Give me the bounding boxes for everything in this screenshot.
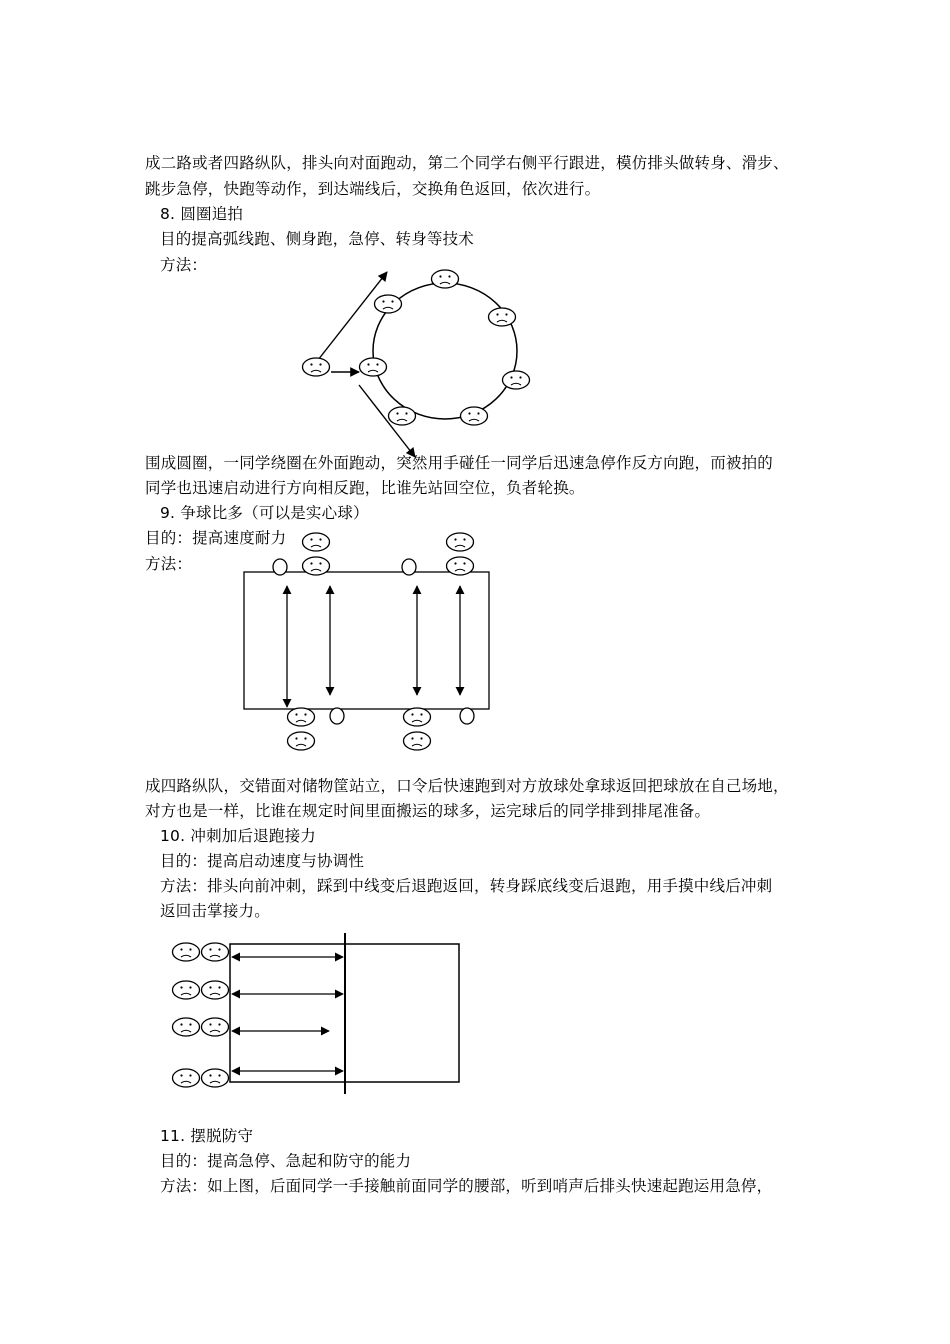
- student-face-icon: [202, 981, 229, 999]
- student-face-icon: [404, 708, 431, 726]
- section7-line1: 成二路或者四路纵队，排头向对面跑动，第二个同学右侧平行跟进，模仿排头做转身、滑步、: [145, 154, 789, 172]
- section10-method-line1: 方法：排头向前冲刺，踩到中线变后退跑返回，转身踩底线变后退跑，用手摸中线后冲刺: [160, 877, 773, 895]
- student-face-icon: [360, 358, 387, 376]
- section10-purpose: 目的：提高启动速度与协调性: [160, 852, 365, 870]
- ball-race-diagram: [244, 533, 489, 750]
- student-face-icon: [202, 1069, 229, 1087]
- section8-method: 方法：: [160, 256, 208, 274]
- arrow-outward-up: [318, 272, 387, 360]
- student-face-icon: [173, 943, 200, 961]
- student-face-icon: [202, 943, 229, 961]
- ball-icon: [273, 559, 287, 575]
- student-face-icon: [503, 371, 530, 389]
- ball-icon: [330, 708, 344, 724]
- student-face-icon: [375, 295, 402, 313]
- court-rect: [244, 572, 489, 709]
- student-face-icon: [173, 1069, 200, 1087]
- student-face-icon: [303, 533, 330, 551]
- student-face-icon: [173, 1018, 200, 1036]
- section9-purpose: 目的：提高速度耐力: [145, 529, 287, 547]
- student-face-icon: [389, 407, 416, 425]
- student-face-icon: [447, 533, 474, 551]
- runner-face-icon: [303, 358, 330, 376]
- section9-desc-line1: 成四路纵队，交错面对储物筐站立，口令后快速跑到对方放球处拿球返回把球放在自己场地，: [145, 777, 789, 795]
- sprint-relay-diagram: [173, 933, 460, 1094]
- section11-title: 11. 摆脱防守: [160, 1127, 254, 1145]
- student-face-icon: [202, 1018, 229, 1036]
- section8-desc-line2: 同学也迅速启动进行方向相反跑，比谁先站回空位，负者轮换。: [145, 479, 585, 497]
- student-face-icon: [489, 308, 516, 326]
- section8-purpose: 目的提高弧线跑、侧身跑，急停、转身等技术: [160, 230, 475, 248]
- section9-desc-line2: 对方也是一样，比谁在规定时间里面搬运的球多，运完球后的同学排到排尾准备。: [145, 802, 711, 820]
- section11-method: 方法：如上图，后面同学一手接触前面同学的腰部，听到哨声后排头快速起跑运用急停，: [160, 1177, 773, 1195]
- section11-purpose: 目的：提高急停、急起和防守的能力: [160, 1152, 412, 1170]
- student-face-icon: [404, 732, 431, 750]
- student-face-icon: [303, 557, 330, 575]
- student-face-icon: [461, 407, 488, 425]
- section7-line2: 跳步急停，快跑等动作，到达端线后，交换角色返回，依次进行。: [145, 180, 601, 198]
- ball-icon: [402, 559, 416, 575]
- student-face-icon: [288, 708, 315, 726]
- section10-title: 10. 冲刺加后退跑接力: [160, 827, 316, 845]
- student-face-icon: [432, 270, 459, 288]
- circle-chase-diagram: [303, 270, 530, 457]
- section8-desc-line1: 围成圆圈，一同学绕圈在外面跑动，突然用手碰任一同学后迅速急停作反方向跑，而被拍的: [145, 454, 774, 472]
- section10-method-line2: 返回击掌接力。: [160, 902, 270, 920]
- section9-method: 方法：: [145, 555, 193, 573]
- section9-title: 9. 争球比多（可以是实心球）: [160, 504, 369, 522]
- student-face-icon: [288, 732, 315, 750]
- ball-icon: [460, 708, 474, 724]
- student-face-icon: [447, 557, 474, 575]
- section8-title: 8. 圆圈追拍: [160, 205, 244, 223]
- student-face-icon: [173, 981, 200, 999]
